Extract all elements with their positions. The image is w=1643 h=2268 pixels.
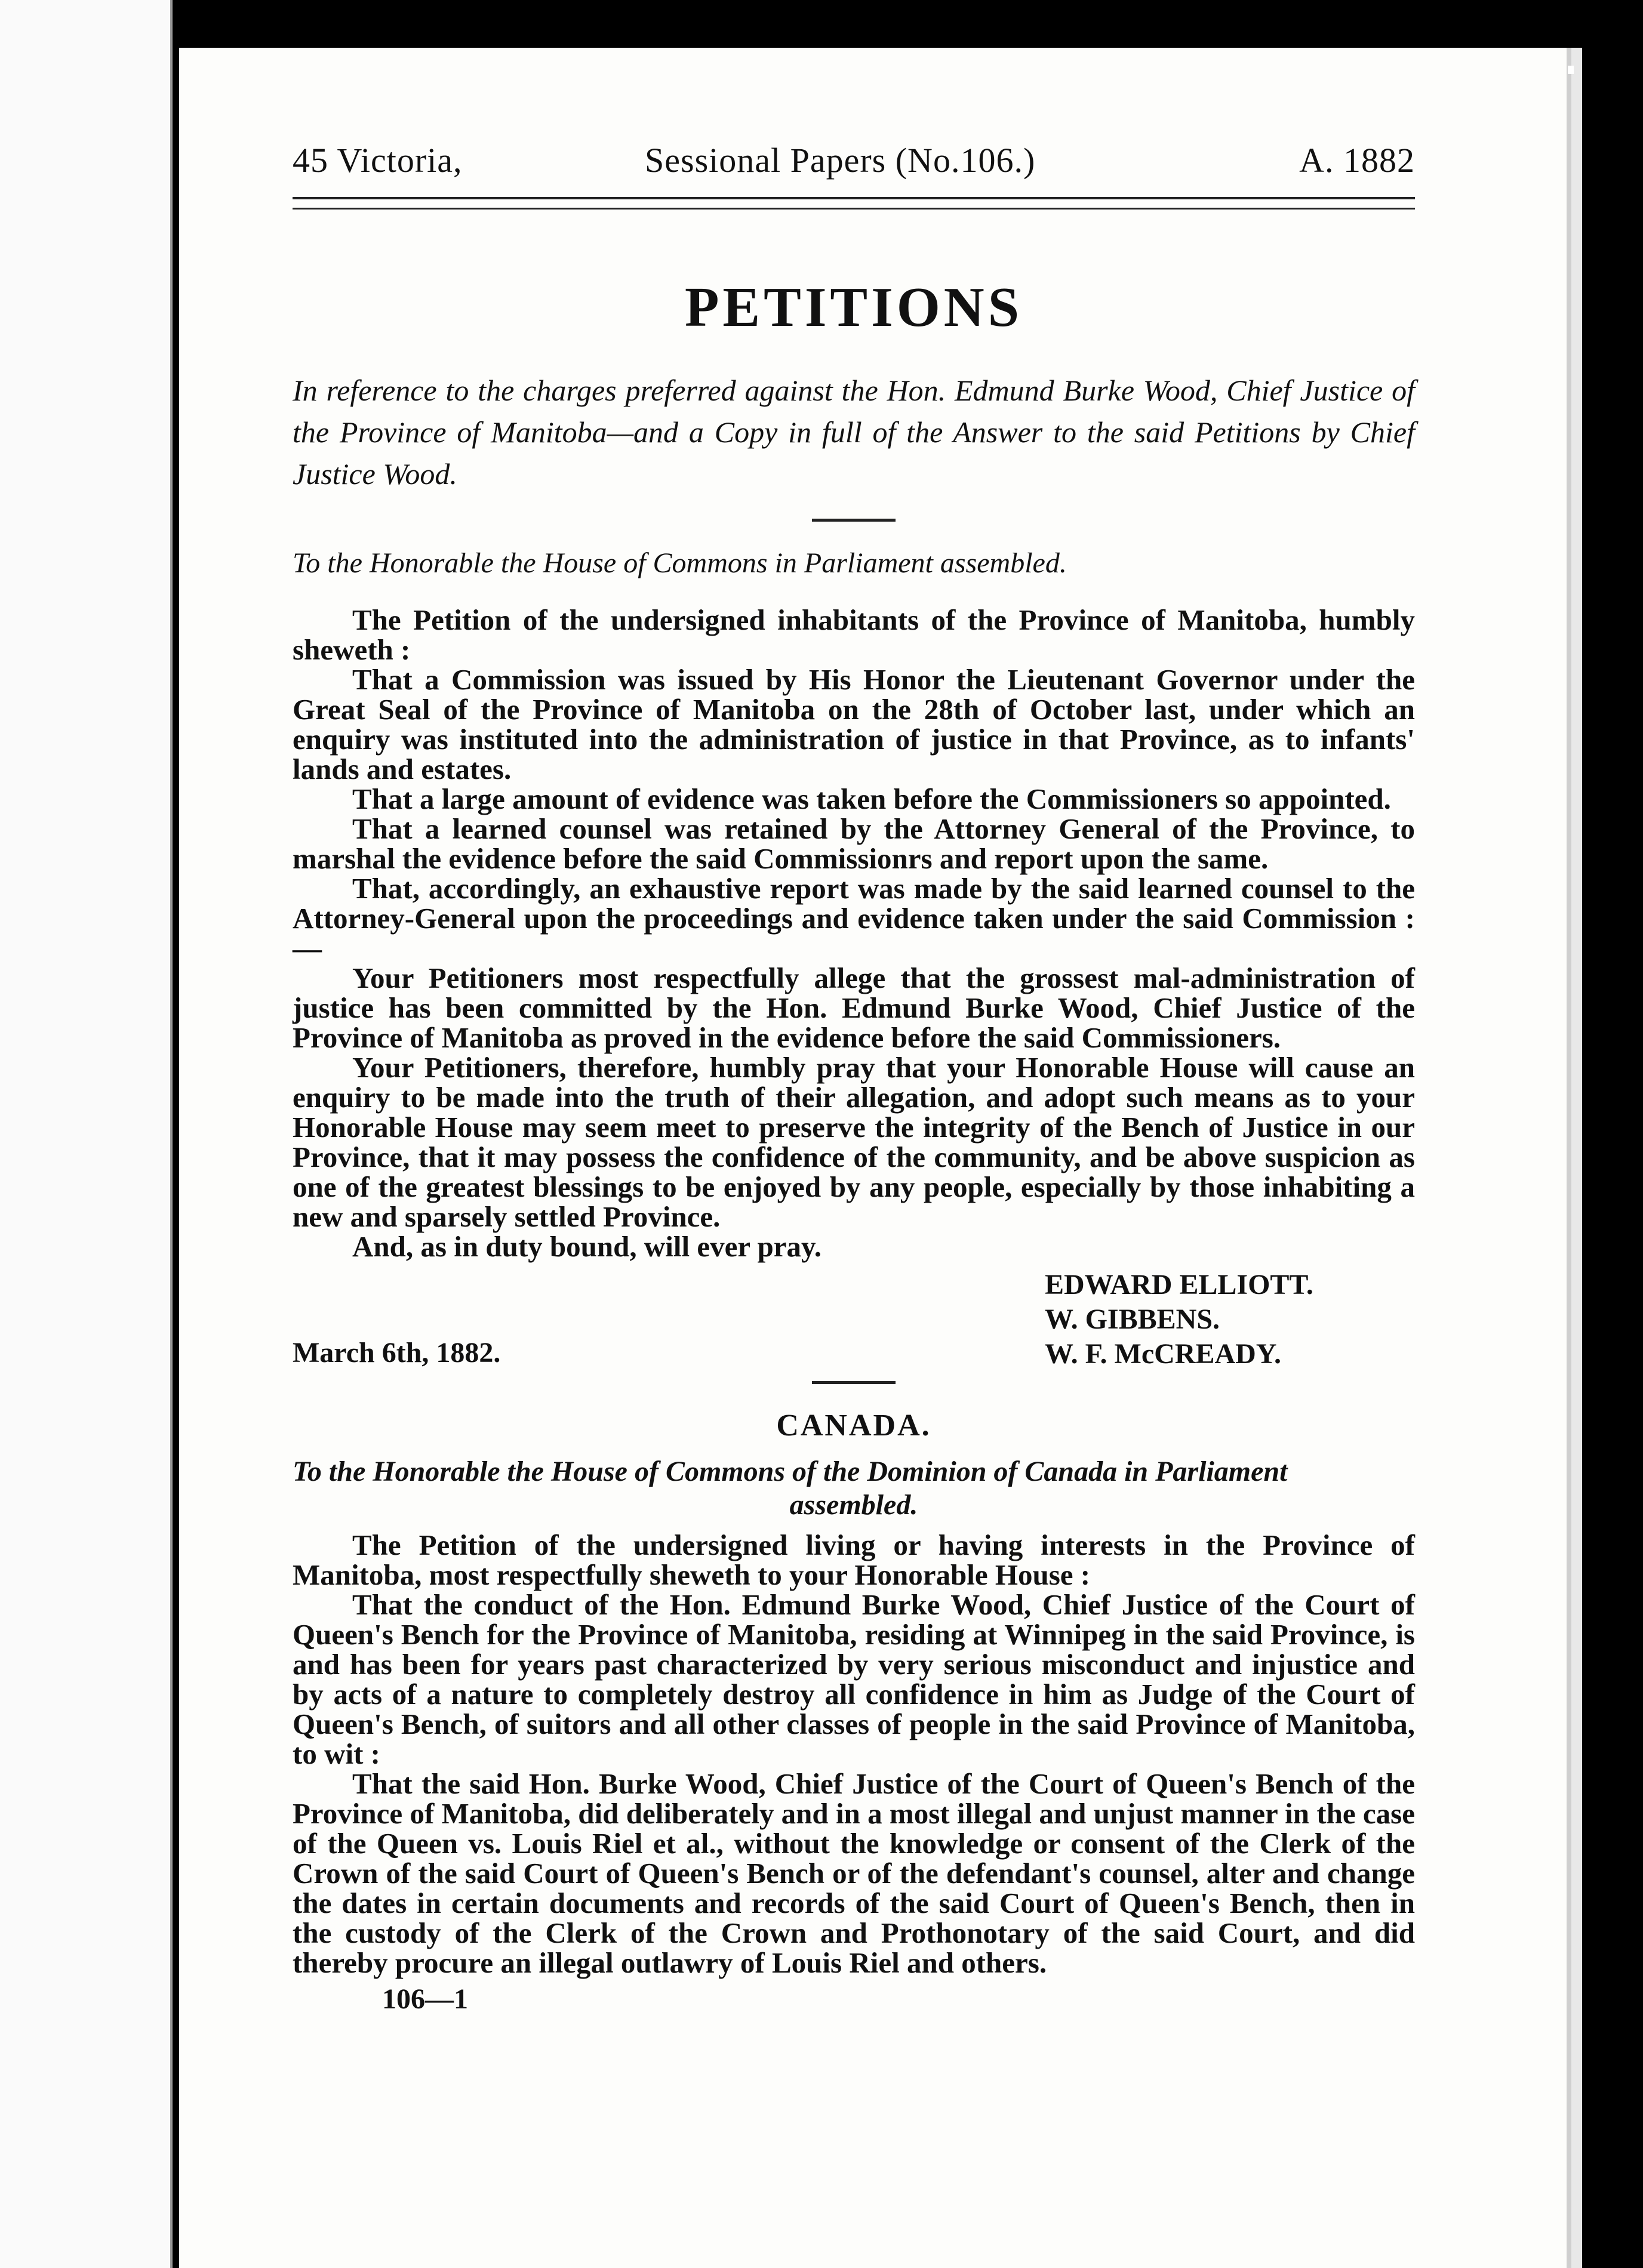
petition2-heading: CANADA. bbox=[776, 1409, 931, 1443]
petition1-paragraph: Your Petitioners, therefore, humbly pray that your Honorable House will cause an enquiry to be made into the truth of their allegation, and adopt such means as to your Honorable House may seem meet to preserve the integrity of the Bench of Justice in our Province, that it may possess the confidence of the community, and be above suspicion as one of the greatest blessings to be enjoyed by any people, especially by those inhabiting a new and sparsely settled Province. bbox=[293, 1051, 1415, 1233]
petition2-paragraph: The Petition of the undersigned living or having interests in the Province of Manitoba, most respectfully sheweth to your Honorable House : bbox=[293, 1529, 1415, 1591]
signer-name: EDWARD ELLIOTT. bbox=[1045, 1269, 1313, 1301]
petition1-paragraph: And, as in duty bound, will ever pray. bbox=[352, 1230, 822, 1263]
petition1-paragraph: Your Petitioners most respectfully allege that the grossest mal-administration of justice has been committed by the Hon. Edmund Burke Wood, Chief Justice of the Province of Manitoba as proved in the evidence before the said Commissioners. bbox=[293, 962, 1415, 1054]
petition1-paragraph: That, accordingly, an exhaustive report was made by the said learned counsel to the Attorney-General upon the proceedings and evidence taken under the said Commission :— bbox=[293, 872, 1415, 964]
header-sessional-papers: Sessional Papers (No.106.) bbox=[645, 141, 1036, 180]
scan-edge-mark bbox=[1568, 66, 1574, 74]
page-content bbox=[293, 140, 1415, 2016]
section-divider bbox=[812, 519, 896, 522]
petition1-date: March 6th, 1882. bbox=[293, 1337, 501, 1369]
petition2-address-text: To the Honorable the House of Commons of the Dominion of Canada in Parliament bbox=[293, 1456, 1288, 1487]
petition1-paragraph: That a Commission was issued by His Honor the Lieutenant Governor under the Great Seal of the Province of Manitoba on the 28th of October last, under which an enquiry was instituted into the administration of justice in that Province, as to infants' lands and estates. bbox=[293, 663, 1415, 785]
header-year: A. 1882 bbox=[1299, 141, 1415, 180]
petition1-paragraph: That a learned counsel was retained by the Attorney General of the Province, to marshal the evidence before the said Commissionrs and report upon the same. bbox=[293, 812, 1415, 875]
petition2-paragraph: That the conduct of the Hon. Edmund Burke Wood, Chief Justice of the Court of Queen's Bench for the Province of Manitoba, residing at Winnipeg in the said Province, is and has been for years past characterized by very serious misconduct and injustice and by acts of a nature to completely destroy all confidence in him as Judge of the Court of Queen's Bench, of suitors and all other classes of people in the said Province of Manitoba, to wit : bbox=[293, 1588, 1415, 1770]
header-double-rule bbox=[293, 197, 1415, 209]
petition1-address: To the Honorable the House of Commons in Parliament assembled. bbox=[293, 547, 1067, 579]
document-title: PETITIONS bbox=[685, 276, 1023, 338]
section-divider bbox=[812, 1381, 896, 1384]
signer-name: W. GIBBENS. bbox=[1045, 1304, 1220, 1335]
petition2-address bbox=[293, 1455, 1415, 1522]
header-volume: 45 Victoria, bbox=[293, 141, 463, 180]
facing-page-edge bbox=[0, 0, 173, 2268]
document-subtitle: In reference to the charges preferred against the Hon. Edmund Burke Wood, Chief Justice of the Province of Manitoba—and a Copy in full of the Answer to the said Petitions by Chief Justice Wood. bbox=[293, 374, 1415, 491]
petition2-paragraph: That the said Hon. Burke Wood, Chief Justice of the Court of Queen's Bench of the Province of Manitoba, did deliberately and in a most illegal and unjust manner in the case of the Queen vs. Louis Riel et al., without the knowledge or consent of the Clerk of the Crown of the said Court of Queen's Bench or of the defendant's counsel, alter and change the dates in certain documents and records of the said Court of Queen's Bench, then in the custody of the Clerk of the Crown and Prothonotary of the said Court, and did thereby procure an illegal outlawry of Louis Riel and others. bbox=[293, 1767, 1415, 1979]
signature-block bbox=[293, 1268, 1415, 1375]
folio-number: 106—1 bbox=[382, 1983, 468, 2015]
signer-name: W. F. McCREADY. bbox=[1045, 1338, 1282, 1370]
petition1-paragraph: The Petition of the undersigned inhabitants of the Province of Manitoba, humbly sheweth : bbox=[293, 603, 1415, 666]
running-header bbox=[293, 140, 1415, 194]
signer-list bbox=[1045, 1268, 1313, 1372]
petition2-address-last: assembled. bbox=[789, 1489, 918, 1521]
petition1-paragraph: That a large amount of evidence was taken before the Commissioners so appointed. bbox=[352, 782, 1391, 815]
